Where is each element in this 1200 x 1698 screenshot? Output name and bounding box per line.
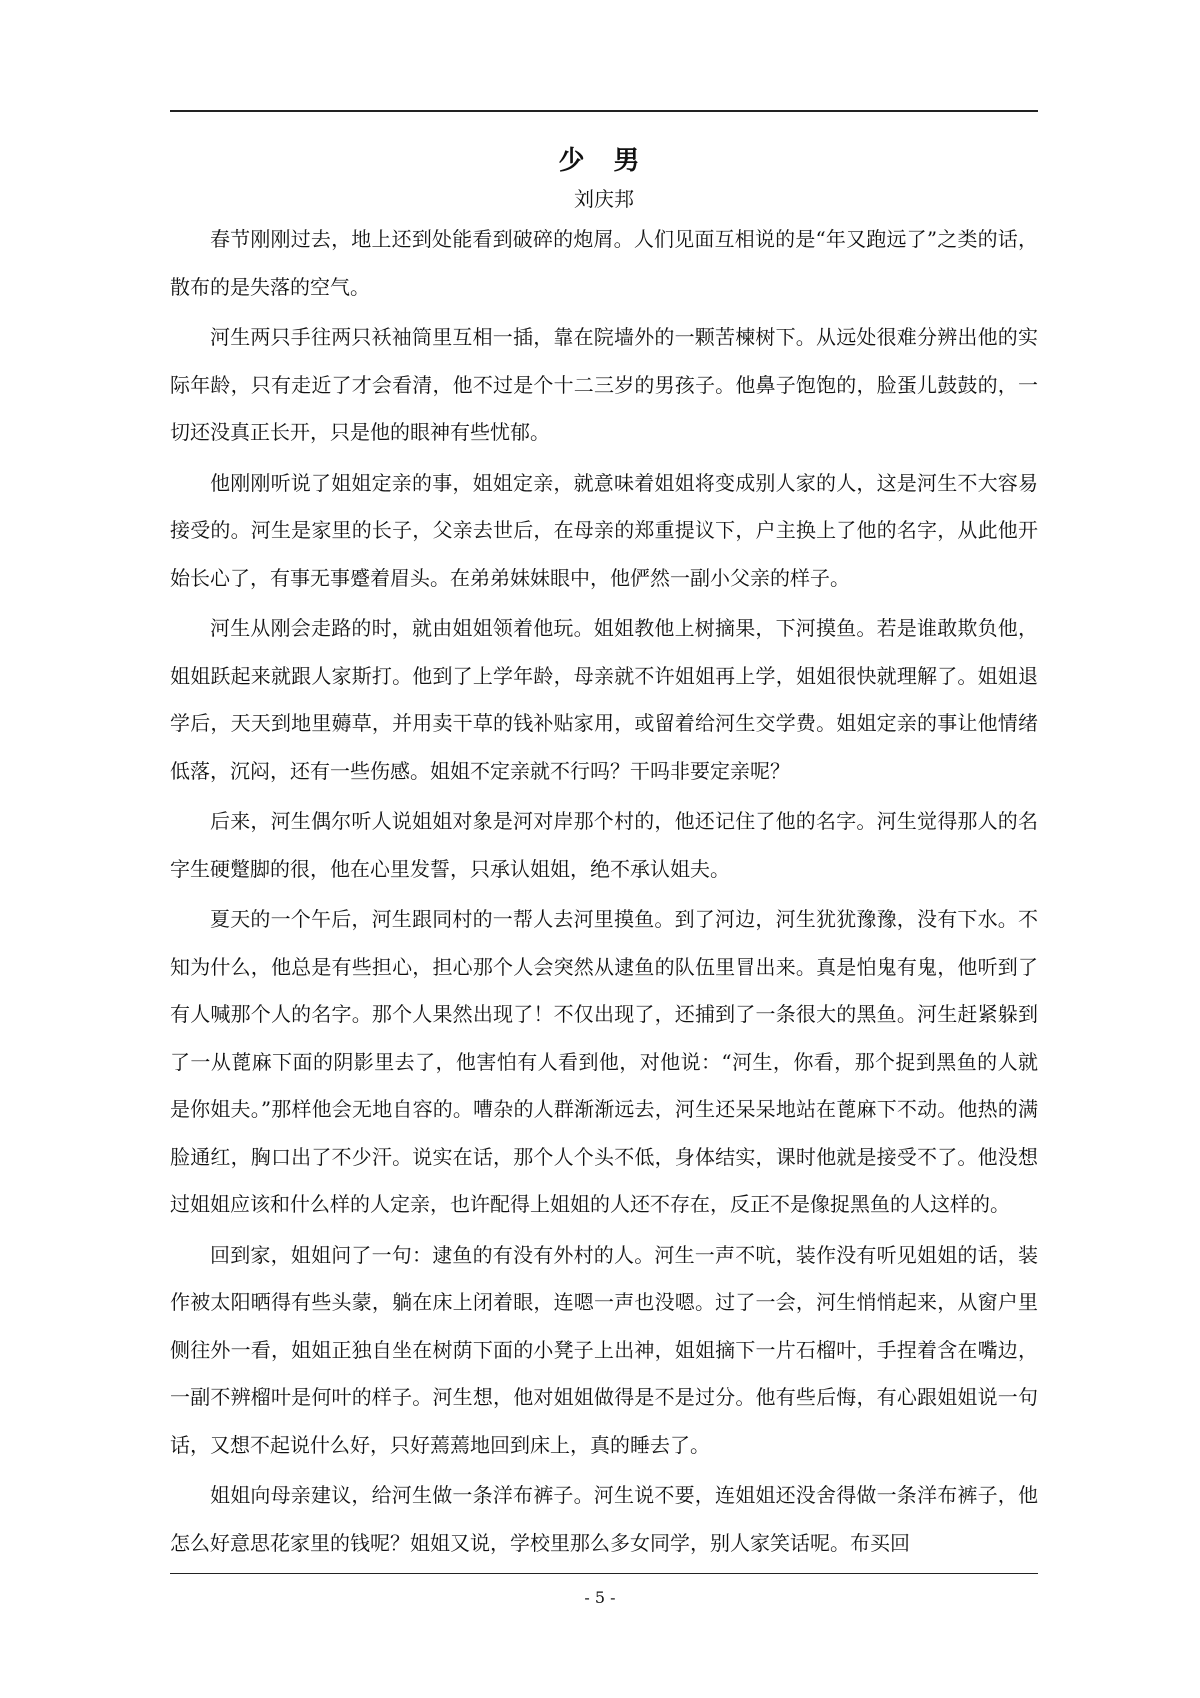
page-number: - 5 - — [584, 1588, 616, 1607]
paragraph: 河生从刚会走路的时，就由姐姐领着他玩。姐姐教他上树摘果，下河摸鱼。若是谁敢欺负他，姐姐跃起来就跟人家斯打。他到了上学年龄，母亲就不许姐姐再上学，姐姐很快就理解了。姐姐退学后，天天到地里薅草，并用卖干草的钱补贴家用，或留着给河生交学费。姐姐定亲的事让他情绪低落，沉闷，还有一些伤感。姐姐不定亲就不行吗？干吗非要定亲呢？ — [170, 616, 1038, 783]
paragraph: 夏天的一个午后，河生跟同村的一帮人去河里摸鱼。到了河边，河生犹犹豫豫，没有下水。不知为什么，他总是有些担心，担心那个人会突然从逮鱼的队伍里冒出来。真是怕鬼有鬼，他听到了有人喊那个人的名字。那个人果然出现了！不仅出现了，还捕到了一条很大的黑鱼。河生赶紧躲到了一从蓖麻下面的阴影里去了，他害怕有人看到他，对他说：“河生，你看，那个捉到黑鱼的人就是你姐夫。”那样他会无地自容的。嘈杂的人群渐渐远去，河生还呆呆地站在蓖麻下不动。他热的满脸通红，胸口出了不少汗。说实在话，那个人个头不低，身体结实，课时他就是接受不了。他没想过姐姐应该和什么样的人定亲，也许配得上姐姐的人还不存在，反正不是像捉黑鱼的人这样的。 — [170, 907, 1038, 1216]
paragraph: 后来，河生偶尔听人说姐姐对象是河对岸那个村的，他还记住了他的名字。河生觉得那人的名字生硬蹩脚的很，他在心里发誓，只承认姐姐，绝不承认姐夫。 — [170, 809, 1038, 881]
article-author: 刘庆邦 — [574, 187, 634, 211]
footer-rule — [170, 1573, 1038, 1574]
header-rule — [170, 110, 1038, 112]
paragraph: 河生两只手往两只袄袖筒里互相一插，靠在院墙外的一颗苦楝树下。从远处很难分辨出他的实际年龄，只有走近了才会看清，他不过是个十二三岁的男孩子。他鼻子饱饱的，脸蛋儿鼓鼓的，一切还没真正长开，只是他的眼神有些忧郁。 — [170, 325, 1038, 444]
paragraph: 春节刚刚过去，地上还到处能看到破碎的炮屑。人们见面互相说的是“年又跑远了”之类的话，散布的是失落的空气。 — [170, 227, 1038, 299]
article-title: 少 男 — [558, 146, 650, 176]
article-body — [170, 140, 1038, 1567]
paragraph: 他刚刚听说了姐姐定亲的事，姐姐定亲，就意味着姐姐将变成别人家的人，这是河生不大容易接受的。河生是家里的长子，父亲去世后，在母亲的郑重提议下，户主换上了他的名字，从此他开始长心了，有事无事蹙着眉头。在弟弟妹妹眼中，他俨然一副小父亲的样子。 — [170, 470, 1038, 590]
paragraph: 回到家，姐姐问了一句：逮鱼的有没有外村的人。河生一声不吭，装作没有听见姐姐的话，装作被太阳晒得有些头蒙，躺在床上闭着眼，连嗯一声也没嗯。过了一会，河生悄悄起来，从窗户里侧往外一看，姐姐正独自坐在树荫下面的小凳子上出神，姐姐摘下一片石榴叶，手捏着含在嘴边，一副不辨榴叶是何叶的样子。河生想，他对姐姐做得是不是过分。他有些后悔，有心跟姐姐说一句话，又想不起说什么好，只好蔫蔫地回到床上，真的睡去了。 — [170, 1242, 1038, 1457]
paragraph: 姐姐向母亲建议，给河生做一条洋布裤子。河生说不要，连姐姐还没舍得做一条洋布裤子，他怎么好意思花家里的钱呢？姐姐又说，学校里那么多女同学，别人家笑话呢。布买回 — [170, 1483, 1038, 1555]
